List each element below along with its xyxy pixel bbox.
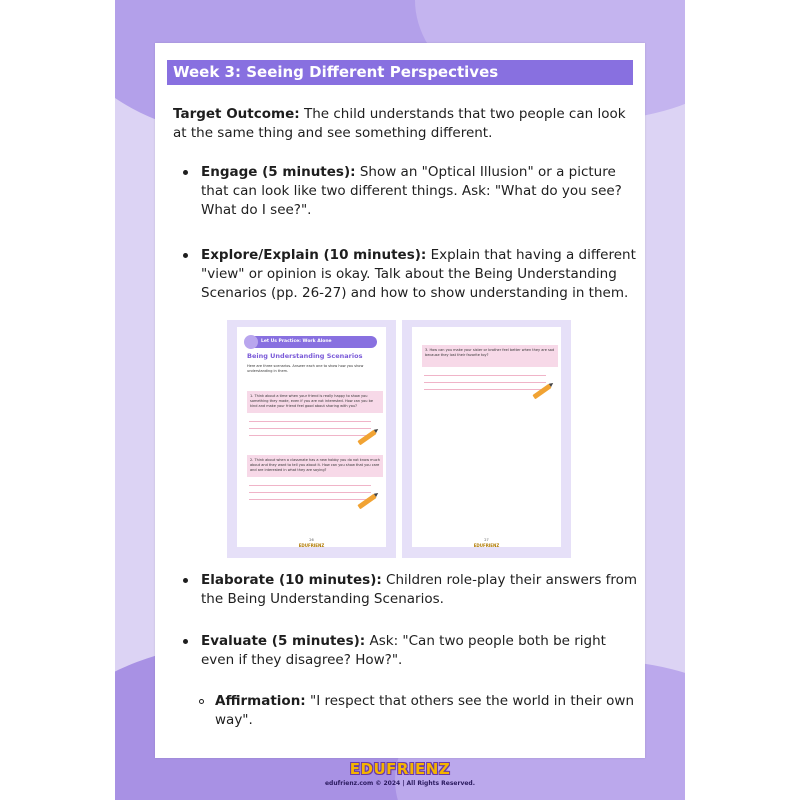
- worksheet-question: 1. Think about a time when your friend is really happy to show you something they made, even if you are not interested. How can you be kind and make your friend feel good about sharing with you?: [247, 391, 383, 413]
- bullet-engage: [201, 163, 641, 220]
- sub-bullet-circle: [199, 699, 204, 704]
- bullet-label: Elaborate (10 minutes):: [201, 572, 382, 588]
- target-outcome-label: Target Outcome:: [173, 106, 300, 122]
- worksheet-title: Being Understanding Scenarios: [247, 352, 363, 360]
- worksheet-logo: EDUFRIENZ: [298, 543, 325, 548]
- target-outcome: [173, 105, 633, 143]
- answer-lines: [424, 369, 546, 390]
- page-number: 27: [484, 538, 489, 542]
- bullet-label: Explore/Explain (10 minutes):: [201, 247, 427, 263]
- bullet-text: Ask: "Can two people both be right even if they disagree? How?".: [201, 633, 606, 668]
- bullet-dot: [183, 170, 188, 175]
- edufrienz-logo: EDUFRIENZ: [349, 760, 451, 778]
- bullet-explore: [201, 246, 641, 303]
- bullet-label: Engage (5 minutes):: [201, 164, 356, 180]
- bullet-elaborate: [201, 571, 641, 609]
- bullet-dot: [183, 639, 188, 644]
- answer-lines: [249, 415, 371, 436]
- worksheet-question: 3. How can you make your sister or brother feel better when they are sad because they lost their favorite toy?: [422, 345, 558, 367]
- worksheet-question: 2. Think about when a classmate has a new hobby you do not know much about and they want to tell you about it. How can you show that you care and are interested in what they are saying?: [247, 455, 383, 477]
- week-title: Week 3: Seeing Different Perspectives: [167, 60, 633, 85]
- bullet-text: Show an "Optical Illusion" or a picture that can look like two different things. Ask: "What do you see? What do I see?".: [201, 164, 622, 218]
- copyright-text: edufrienz.com © 2024 | All Rights Reserved.: [324, 780, 475, 787]
- bullet-text: Children role-play their answers from the Being Understanding Scenarios.: [201, 572, 638, 607]
- worksheet-preview: [227, 320, 573, 558]
- worksheet-logo: EDUFRIENZ: [473, 543, 500, 548]
- bullet-evaluate: [201, 632, 641, 670]
- page-number: 26: [309, 538, 314, 542]
- bullet-text: Explain that having a different "view" or opinion is okay. Talk about the Being Understanding Scenarios (pp. 26-27) and how to show understanding in them.: [201, 247, 636, 301]
- sub-bullet-affirmation: [215, 692, 635, 730]
- answer-lines: [249, 479, 371, 500]
- lesson-page: [155, 43, 645, 758]
- affirmation-label: Affirmation:: [215, 693, 306, 709]
- bullet-dot: [183, 253, 188, 258]
- worksheet-pill: Let Us Practice: Work Alone: [247, 336, 377, 348]
- bullet-label: Evaluate (5 minutes):: [201, 633, 366, 649]
- affirmation-text: "I respect that others see the world in their own way".: [215, 693, 634, 728]
- worksheet-page-26: [227, 320, 396, 558]
- bullet-dot: [183, 578, 188, 583]
- worksheet-page-27: [402, 320, 571, 558]
- worksheet-intro: Here are three scenarios. Answer each one to show how you show understanding in them.: [247, 364, 364, 373]
- target-outcome-text: The child understands that two people can look at the same thing and see something different.: [173, 106, 626, 141]
- activity-icon: [244, 335, 258, 349]
